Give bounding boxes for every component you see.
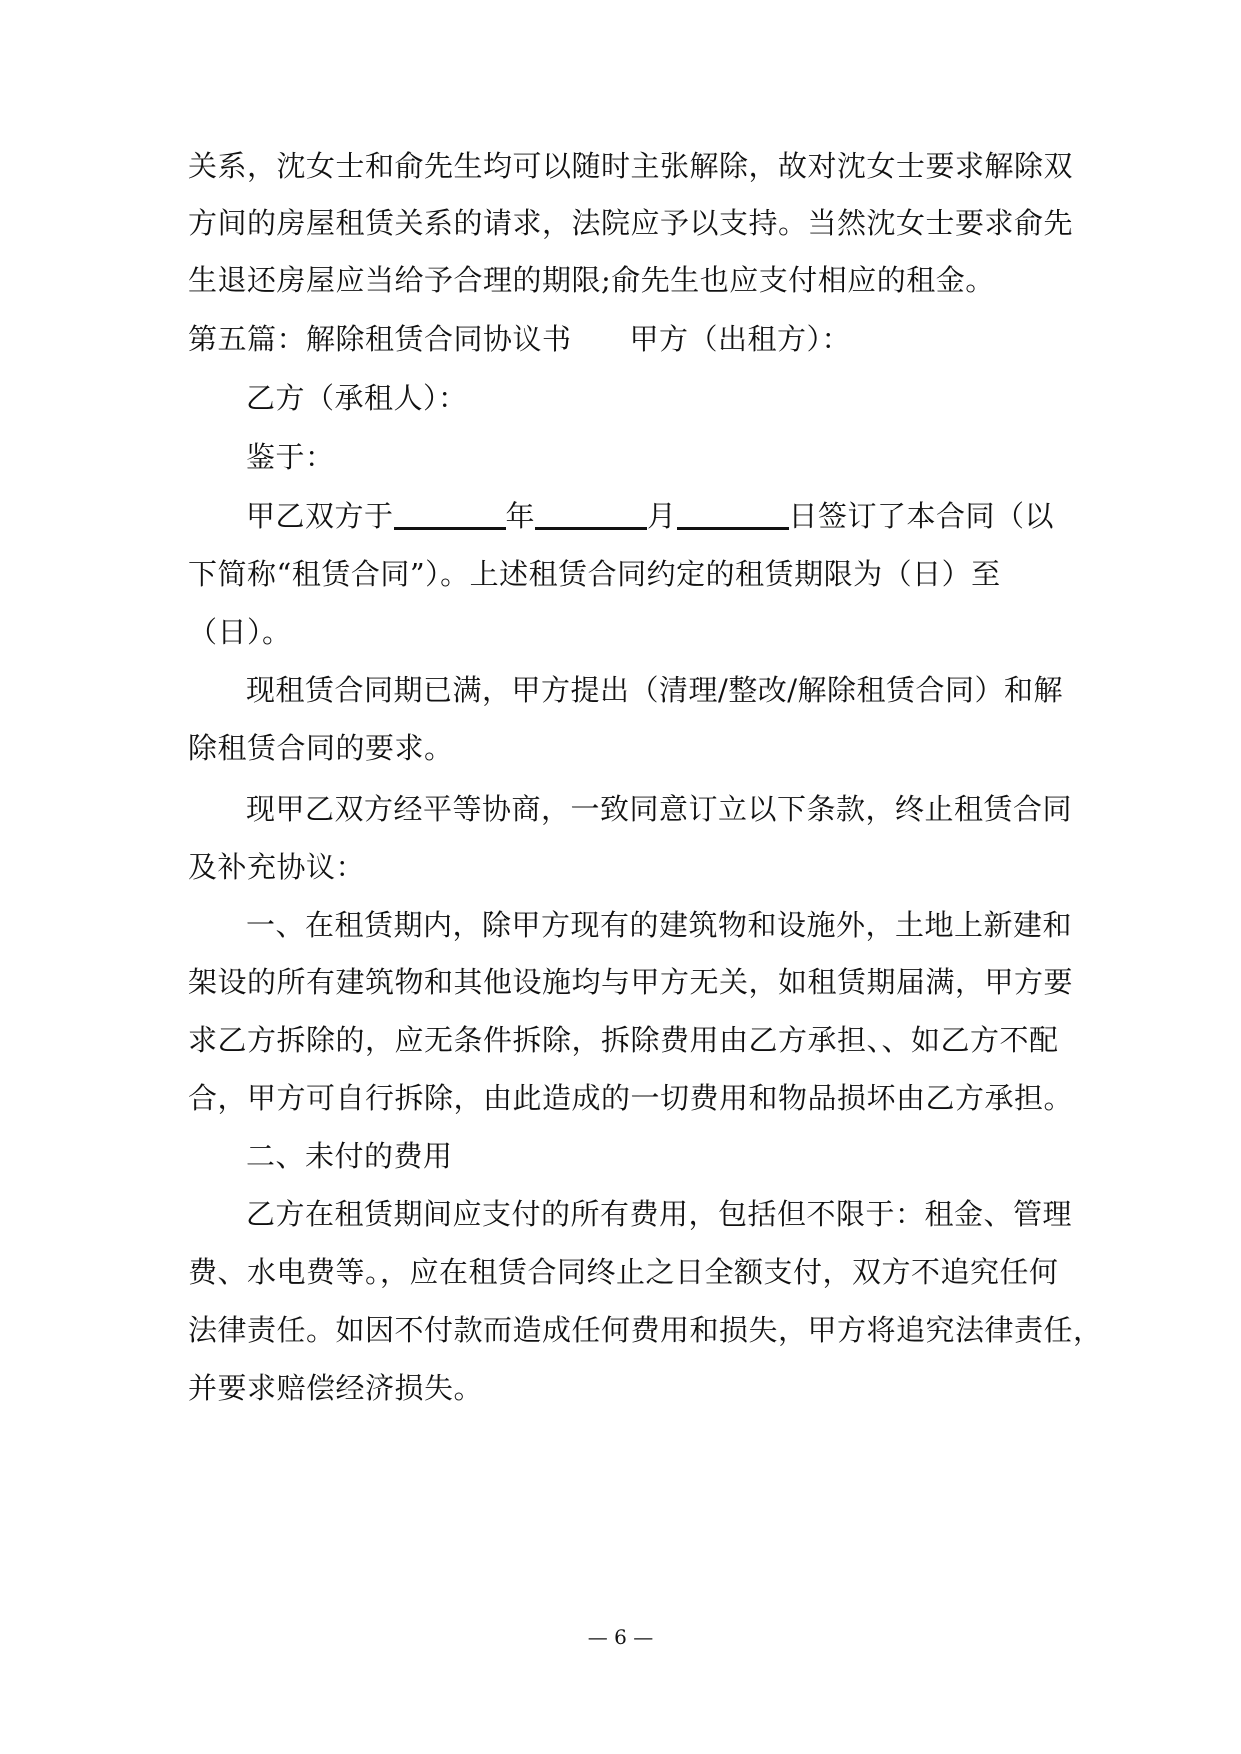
clause-two-line: 乙方在租赁期间应支付的所有费用，包括但不限于：租金、管理 bbox=[246, 1197, 1073, 1231]
clause-two-line: 法律责任。如因不付款而造成任何费用和损失，甲方将追究法律责任， bbox=[188, 1313, 1103, 1347]
body-line: 及补充协议： bbox=[188, 850, 366, 884]
party-b-label: 乙方（承租人）： bbox=[246, 381, 468, 415]
clause-two-title: 二、未付的费用 bbox=[246, 1139, 453, 1173]
day-blank[interactable] bbox=[677, 497, 789, 530]
body-line: 下简称“租赁合同”）。上述租赁合同约定的租赁期限为（日）至 bbox=[188, 557, 1001, 591]
body-line: （日）。 bbox=[188, 615, 292, 649]
clause-one-line: 求乙方拆除的，应无条件拆除，拆除费用由乙方承担、、如乙方不配 bbox=[188, 1023, 1059, 1057]
clause-two-line: 并要求赔偿经济损失。 bbox=[188, 1371, 484, 1405]
body-line: 生退还房屋应当给予合理的期限;俞先生也应支付相应的租金。 bbox=[188, 263, 995, 297]
body-line: 除租赁合同的要求。 bbox=[188, 731, 454, 765]
party-a-label: 甲方（出租方）： bbox=[629, 322, 852, 356]
body-line: 现甲乙双方经平等协商，一致同意订立以下条款，终止租赁合同 bbox=[246, 792, 1073, 826]
signing-date-line: 甲乙双方于 年 月 日签订了本合同（以 bbox=[246, 499, 1055, 533]
section-title: 第五篇：解除租赁合同协议书 bbox=[188, 322, 572, 356]
clause-two-line: 费、水电费等。，应在租赁合同终止之日全额支付，双方不追究任何 bbox=[188, 1255, 1059, 1289]
body-line: 现租赁合同期已满，甲方提出（清理/整改/解除租赁合同）和解 bbox=[246, 673, 1064, 707]
clause-one-line: 架设的所有建筑物和其他设施均与甲方无关，如租赁期届满，甲方要 bbox=[188, 965, 1074, 999]
clause-one-line: 合，甲方可自行拆除，由此造成的一切费用和物品损坏由乙方承担。 bbox=[188, 1081, 1074, 1115]
body-line: 关系，沈女士和俞先生均可以随时主张解除，故对沈女士要求解除双 bbox=[188, 149, 1074, 183]
year-blank[interactable] bbox=[394, 497, 506, 530]
page-number: — 6 — bbox=[587, 1625, 654, 1649]
clause-one-line: 一、在租赁期内，除甲方现有的建筑物和设施外，土地上新建和 bbox=[246, 908, 1073, 942]
whereas-label: 鉴于： bbox=[246, 440, 335, 474]
month-blank[interactable] bbox=[535, 497, 647, 530]
section-heading bbox=[188, 319, 1068, 359]
body-line: 方间的房屋租赁关系的请求，法院应予以支持。当然沈女士要求俞先 bbox=[188, 206, 1074, 240]
